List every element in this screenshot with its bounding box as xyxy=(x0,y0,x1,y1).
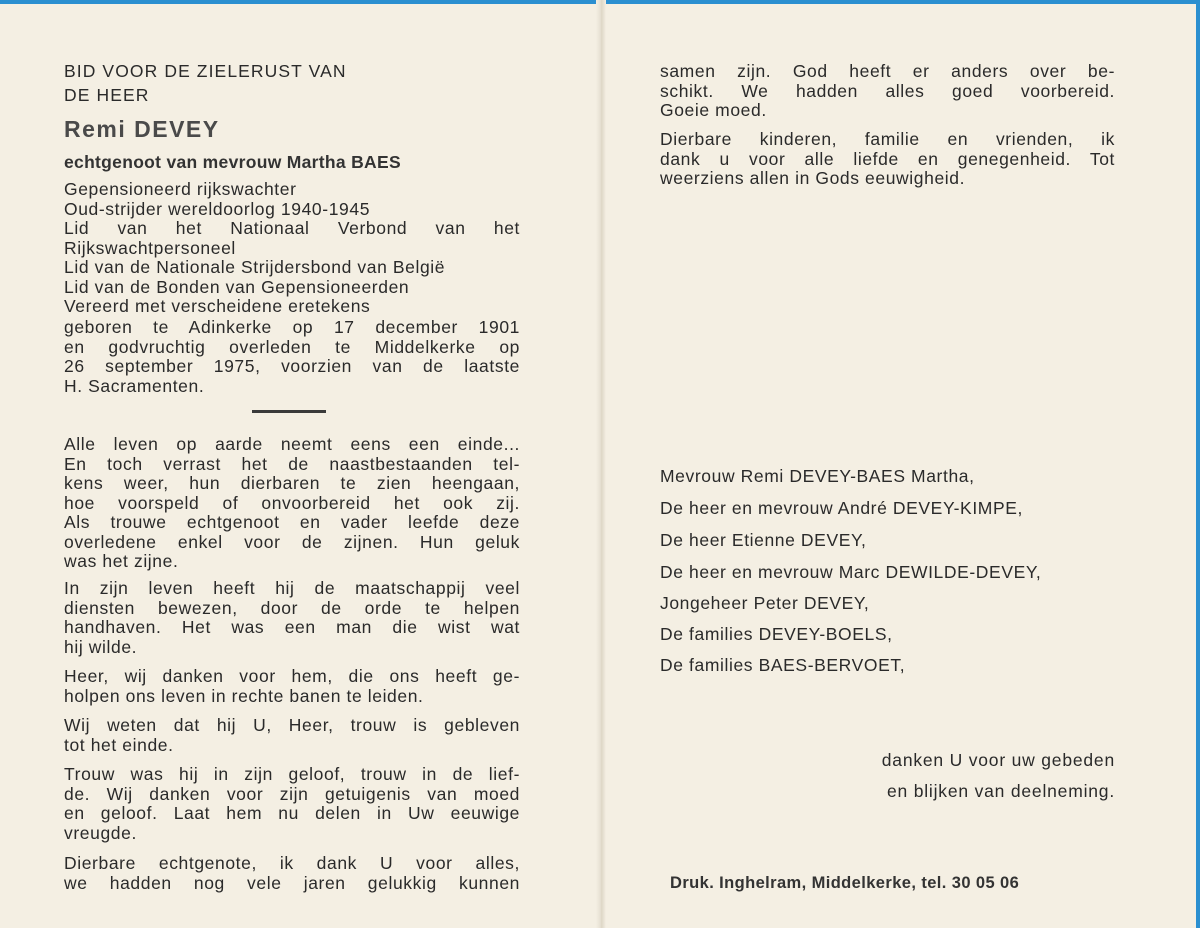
text-line: Alle leven op aarde neemt eens een einde... xyxy=(64,434,520,454)
family-line: De heer en mevrouw Marc DEWILDE-DEVEY, xyxy=(660,562,1042,582)
birth-line: 26 september 1975, voorzien van de laatste xyxy=(64,356,520,376)
family-line: De heer Etienne DEVEY, xyxy=(660,530,867,550)
bio-line: Lid van de Bonden van Gepensioneerden xyxy=(64,276,410,297)
text-line: Wij weten dat hij U, Heer, trouw is gebleven xyxy=(64,715,520,735)
birth-death-info xyxy=(64,318,520,396)
text-line: we hadden nog vele jaren gelukkig kunnen xyxy=(64,872,520,893)
text-line: handhaven. Het was een man die wist wat xyxy=(64,617,520,637)
bio-line: Oud-strijder wereldoorlog 1940-1945 xyxy=(64,198,371,219)
text-line: hoe voorspeld of onvoorbereid het ook zij. xyxy=(64,492,520,513)
card-fold xyxy=(596,0,606,928)
text-line: holpen ons leven in rechte banen te leiden. xyxy=(64,685,424,706)
text-line: Dierbare echtgenote, ik dank U voor alles, xyxy=(64,853,520,873)
text-line: hij wilde. xyxy=(64,636,138,657)
text-line: weerziens allen in Gods eeuwigheid. xyxy=(660,168,966,188)
paragraph-6 xyxy=(64,854,520,893)
birth-line: H. Sacramenten. xyxy=(64,375,205,396)
text-line: schikt. We hadden alles goed voorbereid. xyxy=(660,80,1115,101)
family-line: De heer en mevrouw André DEVEY-KIMPE, xyxy=(660,498,1023,518)
text-line: vreugde. xyxy=(64,822,137,843)
family-line: Jongeheer Peter DEVEY, xyxy=(660,593,870,613)
birth-line: en godvruchtig overleden te Middelkerke op xyxy=(64,336,520,357)
text-line: was het zijne. xyxy=(64,551,179,571)
text-line: Trouw was hij in zijn geloof, trouw in de lief- xyxy=(64,764,520,784)
biography xyxy=(64,180,520,317)
text-line: Goeie moed. xyxy=(660,100,767,120)
bio-line: Lid van het Nationaal Verbond van het xyxy=(64,218,520,238)
thanks-line-1: danken U voor uw gebeden xyxy=(881,750,1115,770)
divider-rule xyxy=(252,410,326,413)
text-line: overledene enkel voor de zijnen. Hun geluk xyxy=(64,531,520,552)
thanks-line-2: en blijken van deelneming. xyxy=(886,781,1115,801)
text-line: diensten bewezen, door de orde te helpen xyxy=(64,597,520,618)
printer-imprint: Druk. Inghelram, Middelkerke, tel. 30 05 06 xyxy=(670,874,1020,892)
text-line: Als trouwe echtgenoot en vader leefde deze xyxy=(64,512,520,532)
text-line: kens weer, hun dierbaren te zien heengaan, xyxy=(64,473,520,493)
text-line: dank u voor alle liefde en genegenheid. Tot xyxy=(660,148,1115,169)
paragraph-4 xyxy=(64,716,520,755)
header-line-1: BID VOOR DE ZIELERUST VAN xyxy=(64,61,347,81)
paragraph-3 xyxy=(64,667,520,706)
text-line: en geloof. Laat hem nu delen in Uw eeuwige xyxy=(64,803,520,823)
spouse-line: echtgenoot van mevrouw Martha BAES xyxy=(64,152,401,172)
closing-paragraph xyxy=(660,130,1115,189)
bio-line: Rijkswachtpersoneel xyxy=(64,237,236,258)
bio-line: Lid van de Nationale Strijdersbond van België xyxy=(64,257,446,277)
paragraph-5 xyxy=(64,765,520,843)
birth-line: geboren te Adinkerke op 17 december 1901 xyxy=(64,317,520,337)
family-line: De families DEVEY-BOELS, xyxy=(660,624,893,644)
bio-line: Vereerd met verscheidene eretekens xyxy=(64,296,371,316)
family-line: Mevrouw Remi DEVEY-BAES Martha, xyxy=(660,466,975,486)
text-line: samen zijn. God heeft er anders over be- xyxy=(660,61,1115,81)
text-line: Dierbare kinderen, familie en vrienden, ik xyxy=(660,129,1115,149)
paragraph-2 xyxy=(64,579,520,657)
right-border xyxy=(1196,0,1200,928)
deceased-name: Remi DEVEY xyxy=(64,116,220,142)
family-line: De families BAES-BERVOET, xyxy=(660,655,906,675)
text-line: de. Wij danken voor zijn getuigenis van moed xyxy=(64,783,520,804)
text-line: Heer, wij danken voor hem, die ons heeft ge- xyxy=(64,666,520,686)
text-line: tot het einde. xyxy=(64,734,174,755)
text-line: En toch verrast het de naastbestaanden tel- xyxy=(64,453,520,474)
continuation-paragraph xyxy=(660,62,1115,121)
header-line-2: DE HEER xyxy=(64,85,150,105)
text-line: In zijn leven heeft hij de maatschappij veel xyxy=(64,578,520,598)
bio-line: Gepensioneerd rijkswachter xyxy=(64,179,297,199)
paragraph-1 xyxy=(64,435,520,572)
